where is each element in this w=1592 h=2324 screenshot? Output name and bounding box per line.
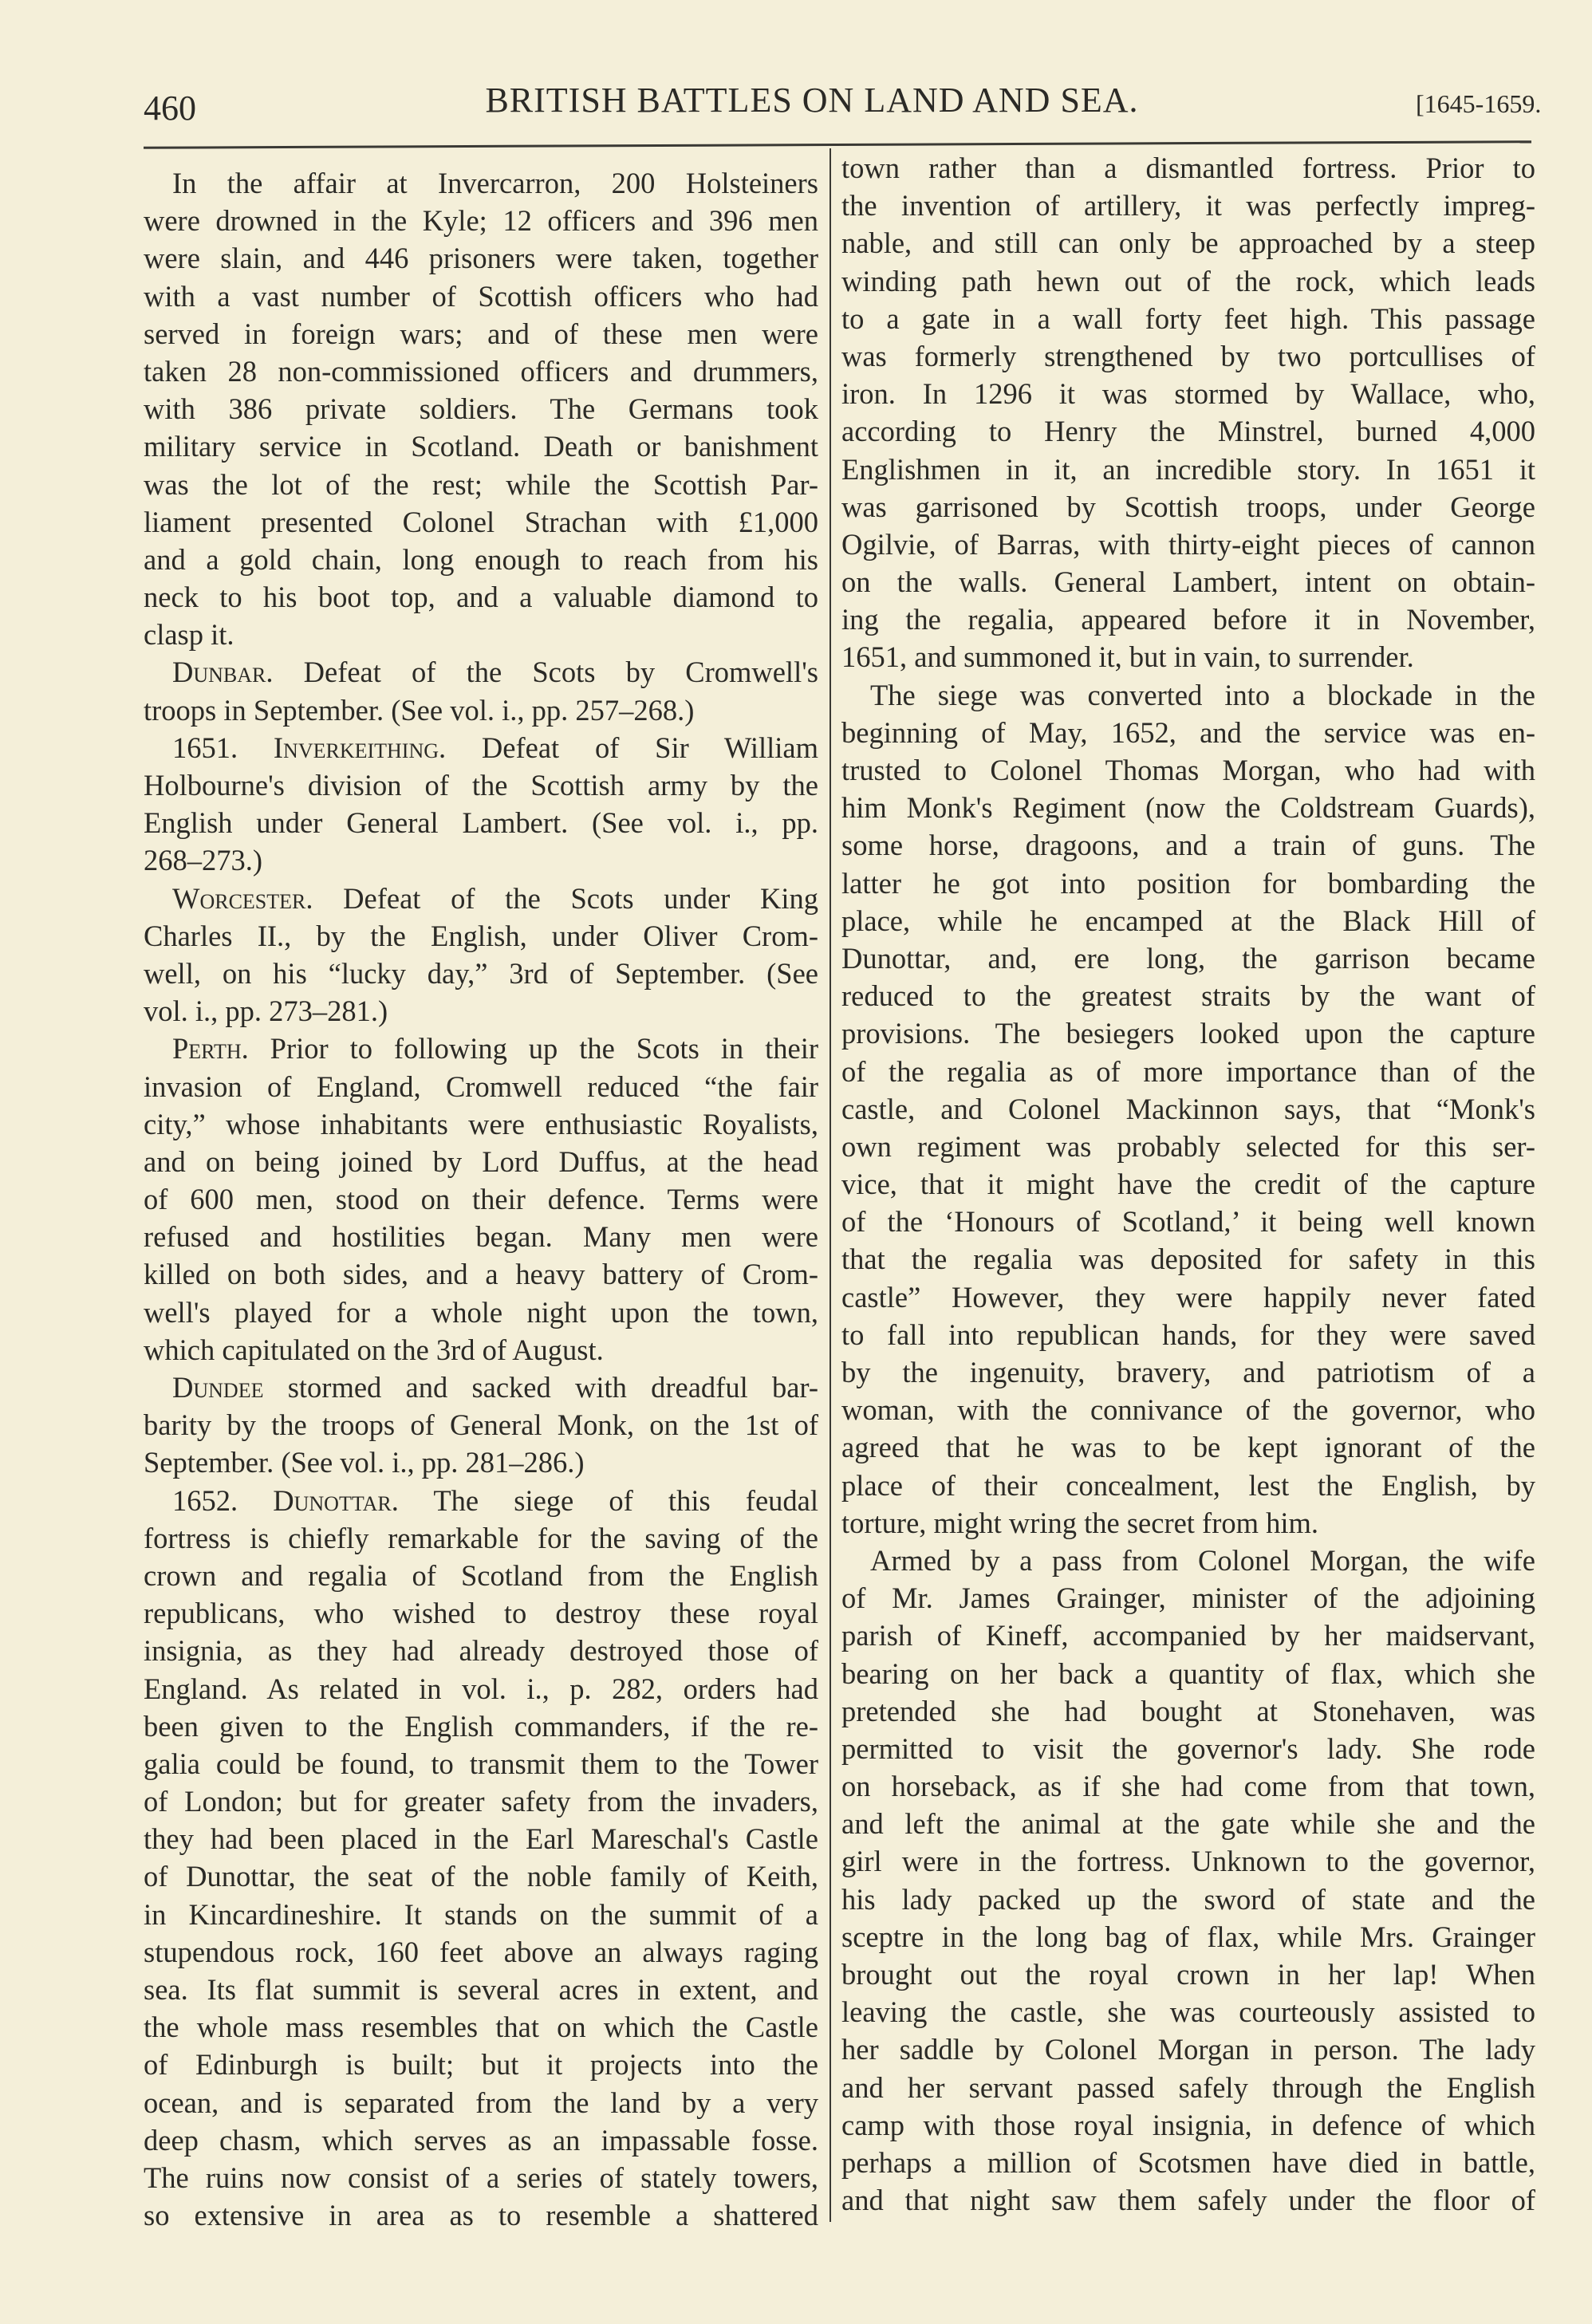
text-line	[144, 466, 818, 503]
line-text: September. (See vol. i., pp. 281–286.)	[144, 1446, 585, 1479]
text-line	[841, 676, 1535, 714]
line-text: beginning of May, 1652, and the service was en-	[841, 715, 1535, 749]
text-line	[144, 1068, 818, 1105]
text-line	[144, 992, 818, 1030]
line-text: his lady packed up the sword of state and the	[841, 1882, 1535, 1916]
line-text: Charles II., by the English, under Oliver Crom-	[144, 919, 818, 952]
line-text: insignia, as they had already destroyed those of	[144, 1634, 818, 1668]
text-line	[144, 1708, 818, 1745]
line-text: Englishmen in it, an incredible story. In 1651 it	[841, 452, 1535, 486]
line-text: stupendous rock, 160 feet above an always raging	[144, 1935, 818, 1968]
line-text: invasion of England, Cromwell reduced “the fair	[144, 1069, 818, 1103]
line-text: was garrisoned by Scottish troops, under George	[841, 490, 1535, 523]
text-line	[144, 353, 818, 390]
text-line	[144, 955, 818, 992]
line-text: Holbourne's division of the Scottish army by the	[144, 769, 818, 802]
entry-heading: Inverkeithing.	[273, 731, 447, 764]
line-text: of Dunottar, the seat of the noble family of Keith,	[144, 1860, 818, 1893]
running-title: BRITISH BATTLES ON LAND AND SEA.	[485, 81, 1139, 120]
text-line	[144, 1180, 818, 1218]
text-line	[144, 1971, 818, 2008]
text-line	[144, 2084, 818, 2121]
line-text: to a gate in a wall forty feet high. This passage	[841, 301, 1535, 335]
text-line	[841, 1090, 1535, 1128]
line-text: trusted to Colonel Thomas Morgan, who had with	[841, 754, 1535, 786]
text-line	[144, 239, 818, 277]
text-line	[144, 1594, 818, 1632]
line-text: torture, might wring the secret from him.	[841, 1506, 1319, 1539]
line-text: In the affair at Invercarron, 200 Holsteiners	[172, 167, 818, 199]
text-line	[841, 262, 1535, 300]
text-line	[841, 2069, 1535, 2106]
text-line	[144, 541, 818, 578]
line-text: with a vast number of Scottish officers who had	[144, 279, 818, 313]
line-text: brought out the royal crown in her lap! When	[841, 1958, 1535, 1991]
header-rule	[144, 140, 1531, 149]
text-line	[144, 503, 818, 541]
line-text: nable, and still can only be approached by a steep	[841, 226, 1535, 260]
line-text: woman, with the connivance of the governor, who	[841, 1393, 1535, 1427]
text-line	[144, 1896, 818, 1933]
text-line	[144, 1857, 818, 1895]
text-line	[841, 488, 1535, 526]
text-line	[144, 1632, 818, 1669]
text-line	[841, 1353, 1535, 1391]
left-column	[144, 164, 818, 2234]
text-line	[841, 451, 1535, 488]
line-text: barity by the troops of General Monk, on the 1st of	[144, 1408, 818, 1442]
line-text: clasp it.	[144, 618, 234, 652]
text-line	[841, 187, 1535, 224]
text-line	[841, 375, 1535, 412]
text-line	[144, 278, 818, 315]
text-line	[144, 1745, 818, 1782]
text-line	[144, 1406, 818, 1444]
line-text: Defeat of the Scots by Cromwell's	[273, 656, 818, 689]
line-text: place of their concealment, lest the English, by	[841, 1468, 1535, 1502]
line-text: that the regalia was deposited for safety in this	[841, 1243, 1535, 1276]
line-text: and that night saw them safely under the floor of	[841, 2184, 1535, 2217]
text-line	[841, 939, 1535, 977]
text-line	[841, 2144, 1535, 2181]
line-text: they had been placed in the Earl Mareschal's Castle	[144, 1822, 818, 1856]
text-line	[841, 1316, 1535, 1353]
line-text: him Monk's Regiment (now the Coldstream Guards),	[841, 791, 1535, 825]
line-text: Ogilvie, of Barras, with thirty-eight pieces of cannon	[841, 527, 1535, 561]
text-line	[144, 2196, 818, 2234]
entry-year: 1651.	[172, 731, 274, 764]
entry-heading: Dunottar.	[273, 1483, 399, 1517]
text-line	[841, 2031, 1535, 2068]
text-line	[144, 841, 818, 879]
text-line	[144, 766, 818, 804]
text-line	[841, 1805, 1535, 1842]
line-text: 1651, and summoned it, but in vain, to surrender.	[841, 640, 1414, 674]
text-line	[841, 1881, 1535, 1918]
text-line	[841, 1842, 1535, 1880]
text-line	[144, 1820, 818, 1857]
line-text: vol. i., pp. 273–281.)	[144, 995, 388, 1028]
text-line	[144, 1331, 818, 1369]
line-text: on horseback, as if she had come from that town,	[841, 1770, 1535, 1803]
line-text: of the ‘Honours of Scotland,’ it being well known	[841, 1205, 1535, 1239]
line-text: town rather than a dismantled fortress. Prior to	[841, 152, 1535, 184]
line-text: according to Henry the Minstrel, burned 4,000	[841, 415, 1535, 448]
text-line	[144, 1369, 818, 1406]
text-line	[841, 1203, 1535, 1240]
entry-heading: Worcester.	[172, 881, 313, 915]
line-text: The ruins now consist of a series of stately towers,	[144, 2161, 818, 2194]
text-line	[841, 1655, 1535, 1692]
column-divider	[829, 148, 831, 2222]
text-line	[841, 902, 1535, 939]
text-line	[144, 616, 818, 653]
text-line	[841, 1128, 1535, 1165]
line-text: stormed and sacked with dreadful bar-	[263, 1371, 818, 1404]
line-text: 268–273.)	[144, 844, 263, 877]
text-line	[144, 164, 818, 202]
line-text: well's played for a whole night upon the town,	[144, 1295, 818, 1329]
line-text: own regiment was probably selected for this ser-	[841, 1129, 1535, 1163]
line-text: and on being joined by Lord Duffus, at the head	[144, 1144, 818, 1178]
line-text: Prior to following up the Scots in their	[248, 1032, 818, 1065]
text-line	[144, 880, 818, 917]
line-text: been given to the English commanders, if the re-	[144, 1709, 818, 1743]
text-line	[841, 1993, 1535, 2031]
line-text: vice, that it might have the credit of the capture	[841, 1168, 1535, 1201]
line-text: so extensive in area as to resemble a shattered	[144, 2199, 818, 2232]
entry-heading: Perth.	[172, 1032, 249, 1065]
text-line	[144, 1482, 818, 1519]
text-line	[841, 149, 1535, 187]
text-line	[841, 1391, 1535, 1428]
line-text: girl were in the fortress. Unknown to the governor,	[841, 1845, 1535, 1878]
line-text: English under General Lambert. (See vol. i., pp.	[144, 806, 818, 840]
text-line	[144, 390, 818, 427]
text-line	[841, 1956, 1535, 1993]
line-text: and her servant passed safely through the English	[841, 2070, 1535, 2104]
line-text: deep chasm, which serves as an impassable fosse.	[144, 2123, 818, 2157]
line-text: bearing on her back a quantity of flax, which she	[841, 1656, 1535, 1690]
date-range: [1645-1659.	[1416, 89, 1542, 118]
text-line	[841, 714, 1535, 751]
text-line	[841, 789, 1535, 826]
text-line	[841, 1730, 1535, 1767]
line-text: latter he got into position for bombarding the	[841, 866, 1535, 900]
line-text: galia could be found, to transmit them to the Tower	[144, 1747, 818, 1780]
text-line	[841, 224, 1535, 262]
text-line	[841, 412, 1535, 450]
line-text: some horse, dragoons, and a train of guns. The	[841, 829, 1535, 862]
text-line	[841, 1918, 1535, 1956]
line-text: on the walls. General Lambert, intent on obtain-	[841, 565, 1535, 599]
line-text: agreed that he was to be kept ignorant of the	[841, 1431, 1535, 1464]
line-text: was the lot of the rest; while the Scottish Par-	[144, 467, 818, 501]
text-line	[144, 653, 818, 691]
text-line	[841, 977, 1535, 1014]
line-text: camp with those royal insignia, in defence of which	[841, 2108, 1535, 2141]
line-text: republicans, who wished to destroy these royal	[144, 1597, 818, 1630]
text-line	[144, 804, 818, 841]
text-line	[841, 1692, 1535, 1730]
line-text: of Mr. James Grainger, minister of the adjoining	[841, 1582, 1535, 1615]
text-line	[144, 1143, 818, 1180]
text-line	[144, 1519, 818, 1557]
line-text: served in foreign wars; and of these men were	[144, 317, 818, 350]
line-text: castle, and Colonel Mackinnon says, that “Monk's	[841, 1092, 1535, 1125]
text-line	[841, 865, 1535, 902]
text-line	[144, 1933, 818, 1971]
line-text: killed on both sides, and a heavy battery of Crom-	[144, 1258, 818, 1291]
text-line	[841, 526, 1535, 563]
text-line	[841, 638, 1535, 676]
text-line	[841, 1467, 1535, 1504]
text-line	[841, 2181, 1535, 2219]
text-line	[144, 1105, 818, 1143]
line-text: Dunottar, and, ere long, the garrison became	[841, 941, 1535, 975]
line-text: well, on his “lucky day,” 3rd of September. (See	[144, 956, 818, 990]
text-line	[841, 751, 1535, 789]
line-text: winding path hewn out of the rock, which leads	[841, 264, 1535, 297]
line-text: city,” whose inhabitants were enthusiastic Royalists,	[144, 1107, 818, 1140]
text-line	[144, 691, 818, 729]
line-text: of the regalia as of more importance than of the	[841, 1054, 1535, 1088]
line-text: place, while he encamped at the Black Hill of	[841, 904, 1535, 937]
line-text: and a gold chain, long enough to reach from his	[144, 542, 818, 576]
line-text: the invention of artillery, it was perfectly impreg-	[841, 189, 1535, 223]
line-text: crown and regalia of Scotland from the English	[144, 1558, 818, 1592]
text-line	[841, 1579, 1535, 1617]
text-line	[841, 601, 1535, 638]
line-text: liament presented Colonel Strachan with £1,000	[144, 505, 818, 538]
line-text: ing the regalia, appeared before it in November,	[841, 603, 1535, 636]
line-text: refused and hostilities began. Many men were	[144, 1220, 818, 1254]
line-text: the whole mass resembles that on which the Castle	[144, 2011, 818, 2044]
text-line	[841, 1504, 1535, 1542]
line-text: pretended she had bought at Stonehaven, was	[841, 1694, 1535, 1727]
text-line	[144, 1670, 818, 1708]
line-text: iron. In 1296 it was stormed by Wallace, who,	[841, 377, 1535, 411]
text-line	[144, 202, 818, 239]
line-text: permitted to visit the governor's lady. She rode	[841, 1731, 1535, 1765]
text-line	[841, 1014, 1535, 1052]
line-text: Defeat of Sir William	[446, 731, 818, 764]
text-line	[841, 300, 1535, 337]
line-text: of 600 men, stood on their defence. Terms were	[144, 1183, 818, 1216]
line-text: parish of Kineff, accompanied by her maidservant,	[841, 1619, 1535, 1652]
text-line	[144, 1294, 818, 1331]
text-line	[144, 1255, 818, 1293]
line-text: reduced to the greatest straits by the want of	[841, 979, 1535, 1013]
line-text: leaving the castle, she was courteously assisted to	[841, 1995, 1535, 2029]
entry-year: 1652.	[172, 1483, 274, 1517]
text-line	[841, 826, 1535, 864]
text-line	[144, 2008, 818, 2046]
text-line	[144, 2121, 818, 2159]
text-line	[144, 1030, 818, 1067]
line-text: provisions. The besiegers looked upon the capture	[841, 1017, 1535, 1050]
text-line	[841, 1428, 1535, 1466]
text-line	[841, 1053, 1535, 1090]
text-line	[841, 1767, 1535, 1805]
line-text: perhaps a million of Scotsmen have died in battle,	[841, 2145, 1535, 2179]
line-text: troops in September. (See vol. i., pp. 257–268.)	[144, 693, 695, 727]
line-text: in Kincardineshire. It stands on the summit of a	[144, 1897, 818, 1931]
line-text: England. As related in vol. i., p. 282, orders had	[144, 1672, 818, 1705]
line-text: with 386 private soldiers. The Germans took	[144, 392, 818, 426]
text-line	[841, 1278, 1535, 1316]
line-text: military service in Scotland. Death or banishment	[144, 430, 818, 463]
text-line	[144, 2046, 818, 2083]
text-line	[144, 1557, 818, 1594]
text-line	[841, 563, 1535, 601]
line-text: sea. Its flat summit is several acres in extent, and	[144, 1973, 818, 2006]
line-text: sceptre in the long bag of flax, while Mrs. Grainger	[841, 1920, 1535, 1953]
text-line	[144, 2159, 818, 2196]
line-text: Defeat of the Scots under King	[313, 881, 818, 915]
line-text: ocean, and is separated from the land by a very	[144, 2086, 818, 2119]
text-line	[841, 1240, 1535, 1278]
line-text: fortress is chiefly remarkable for the saving of the	[144, 1521, 818, 1554]
line-text: were slain, and 446 prisoners were taken, together	[144, 242, 818, 275]
line-text: was formerly strengthened by two portcullises of	[841, 339, 1535, 372]
line-text: castle” However, they were happily never fated	[841, 1280, 1535, 1314]
text-line	[144, 917, 818, 955]
text-line	[841, 2106, 1535, 2144]
text-line	[841, 1165, 1535, 1203]
text-line	[841, 337, 1535, 375]
line-text: of Edinburgh is built; but it projects into the	[144, 2048, 818, 2082]
entry-heading: Dunbar.	[172, 656, 274, 689]
line-text: The siege of this feudal	[398, 1483, 819, 1517]
line-text: her saddle by Colonel Morgan in person. The lady	[841, 2033, 1535, 2066]
text-line	[144, 578, 818, 616]
text-line	[144, 427, 818, 465]
line-text: Armed by a pass from Colonel Morgan, the wife	[870, 1543, 1535, 1577]
page-number: 460	[144, 89, 196, 128]
line-text: The siege was converted into a blockade in the	[870, 678, 1535, 711]
line-text: to fall into republican hands, for they were saved	[841, 1318, 1535, 1351]
line-text: of London; but for greater safety from the invaders,	[144, 1785, 818, 1818]
line-text: were drowned in the Kyle; 12 officers and 396 men	[144, 204, 818, 238]
line-text: neck to his boot top, and a valuable diamond to	[144, 581, 818, 614]
line-text: by the ingenuity, bravery, and patriotism of a	[841, 1356, 1535, 1388]
text-line	[841, 1542, 1535, 1579]
text-line	[144, 315, 818, 353]
text-line	[841, 1617, 1535, 1654]
text-line	[144, 1444, 818, 1481]
right-column	[841, 149, 1535, 2219]
entry-heading: Dundee	[172, 1371, 264, 1404]
text-line	[144, 1218, 818, 1255]
line-text: taken 28 non-commissioned officers and drummers,	[144, 354, 818, 388]
line-text: which capitulated on the 3rd of August.	[144, 1333, 604, 1366]
text-line	[144, 729, 818, 766]
text-line	[144, 1782, 818, 1820]
line-text: and left the animal at the gate while she and the	[841, 1807, 1535, 1841]
